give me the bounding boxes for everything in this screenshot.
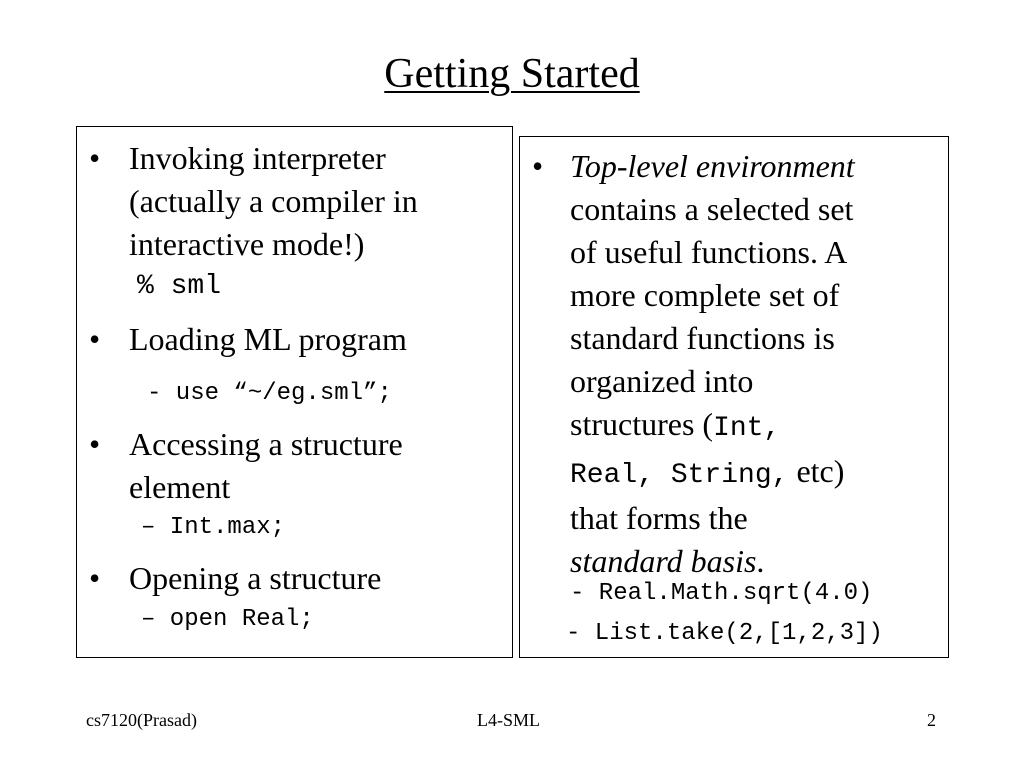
bullet-marker: •: [89, 426, 101, 462]
text-segment: structures (: [570, 406, 714, 442]
footer-course: cs7120(Prasad): [86, 710, 197, 730]
text-segment: .: [756, 543, 765, 579]
bullet-line: (actually a compiler in: [129, 183, 418, 219]
code-list-take: - List.take(2,[1,2,3]): [566, 620, 883, 647]
emphasis-standard-basis: standard basis: [570, 543, 757, 579]
bullet-line: element: [129, 469, 231, 505]
code-use-file: - use “~/eg.sml”;: [147, 380, 392, 407]
code-structure-name: Real, String,: [570, 460, 789, 491]
bullet-marker: •: [532, 148, 544, 184]
code-int-max: – Int.max;: [141, 514, 286, 541]
slide-title: Getting Started: [384, 51, 640, 97]
footer-topic: L4-SML: [477, 710, 540, 730]
right-content-box: [519, 136, 949, 658]
text-line: of useful functions. A: [570, 234, 848, 270]
bullet-line: Invoking interpreter: [129, 140, 386, 176]
bullet-marker: •: [89, 321, 101, 357]
text-line: contains a selected set: [570, 191, 854, 227]
code-open-real: – open Real;: [141, 606, 314, 633]
bullet-marker: •: [89, 560, 101, 596]
bullet-line: Accessing a structure: [129, 426, 403, 462]
footer-page-number: 2: [927, 710, 936, 730]
bullet-line: Opening a structure: [129, 560, 382, 596]
code-real-math-sqrt: - Real.Math.sqrt(4.0): [570, 580, 873, 607]
text-line: more complete set of: [570, 277, 840, 313]
code-structure-name: Int,: [713, 413, 781, 444]
code-sml-command: % sml: [137, 271, 222, 302]
text-line: that forms the: [570, 500, 748, 536]
bullet-marker: •: [89, 140, 101, 176]
bullet-line: interactive mode!): [129, 226, 365, 262]
bullet-line: Loading ML program: [129, 321, 407, 357]
left-content-box: [76, 126, 513, 658]
text-line: organized into: [570, 363, 754, 399]
text-line: standard functions is: [570, 320, 835, 356]
text-segment: etc): [788, 453, 845, 489]
emphasis-top-level-environment: Top-level environment: [570, 148, 855, 184]
